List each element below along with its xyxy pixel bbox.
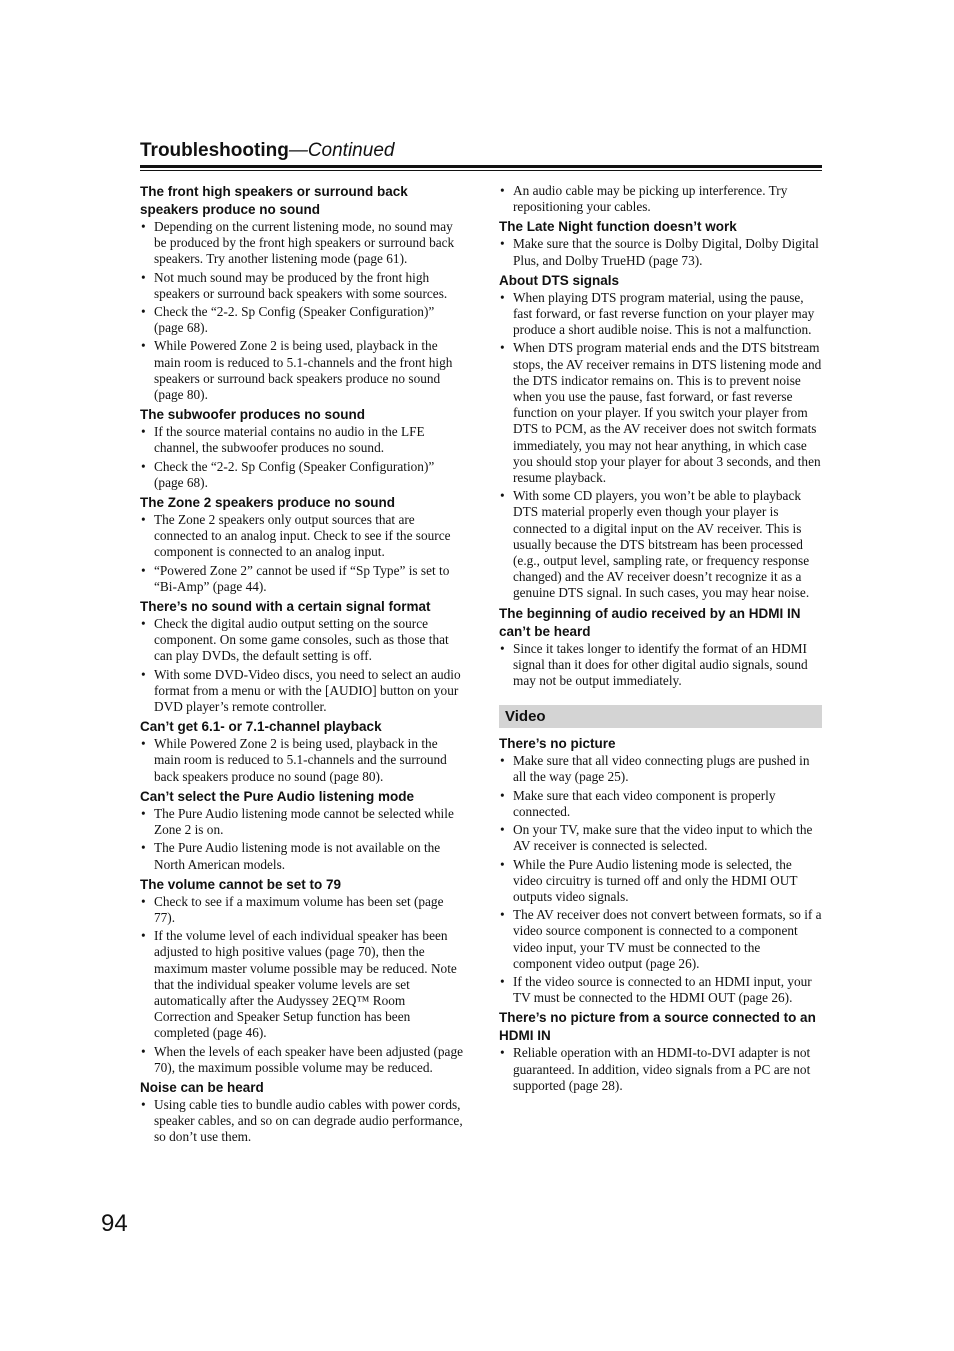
bullet-item: • While Powered Zone 2 is being used, playback in the main room is reduced to 5.1-channels and the front high speakers or surround back speakers produce no sound (page 80). xyxy=(140,338,465,403)
bullet-item: • Make sure that all video connecting plugs are pushed in all the way (page 25). xyxy=(499,753,822,785)
bullet-item: • With some DVD-Video discs, you need to select an audio format from a menu or with the [AUDIO] button on your DVD player’s remote controller. xyxy=(140,667,465,716)
troubleshooting-topic xyxy=(499,183,822,215)
right-column xyxy=(499,183,822,1097)
header-subtitle: —Continued xyxy=(288,140,395,161)
right-column-audio xyxy=(499,183,822,689)
troubleshooting-topic xyxy=(140,406,465,491)
topic-heading: About DTS signals xyxy=(499,272,620,288)
troubleshooting-topic xyxy=(499,272,822,602)
bullet-list xyxy=(499,641,822,690)
troubleshooting-topic xyxy=(499,1009,822,1094)
bullet-item: • Since it takes longer to identify the format of an HDMI signal than it does for other digital audio signals, sound may not be output immediately. xyxy=(499,641,822,690)
bullet-list xyxy=(140,616,465,715)
topic-heading: The Late Night function doesn’t work xyxy=(499,219,737,235)
video-section-header xyxy=(499,705,822,728)
topic-heading: The Zone 2 speakers produce no sound xyxy=(140,495,396,511)
bullet-list xyxy=(499,236,822,268)
bullet-item: • The Pure Audio listening mode is not available on the North American models. xyxy=(140,840,465,872)
bullet-list xyxy=(140,736,465,785)
bullet-item: • The Pure Audio listening mode cannot be selected while Zone 2 is on. xyxy=(140,806,465,838)
bullet-item: • When the levels of each speaker have been adjusted (page 70), the maximum possible volume may be reduced. xyxy=(140,1044,465,1076)
bullet-item: • If the source material contains no audio in the LFE channel, the subwoofer produces no sound. xyxy=(140,424,465,456)
bullet-item: • When playing DTS program material, using the pause, fast forward, or fast reverse function on your player may produce a short audible noise. This is not a malfunction. xyxy=(499,290,822,339)
header-title: Troubleshooting xyxy=(140,140,289,161)
bullet-list xyxy=(499,1045,822,1094)
video-section xyxy=(499,735,822,1094)
bullet-item: • If the volume level of each individual speaker has been adjusted to high positive values (page 70), then the maximum master volume possible may be reduced. Note that the individual speaker volume levels are set automatically after the Audyssey 2EQ™ Room Correction and Speaker Setup function has been completed (page 46). xyxy=(140,928,465,1041)
topic-heading: There’s no sound with a certain signal format xyxy=(140,599,431,615)
bullet-list xyxy=(140,1097,465,1146)
troubleshooting-topic xyxy=(499,218,822,268)
troubleshooting-topic xyxy=(499,605,822,690)
bullet-list xyxy=(140,424,465,491)
bullet-list xyxy=(140,806,465,873)
bullet-item: • “Powered Zone 2” cannot be used if “Sp Type” is set to “Bi-Amp” (page 44). xyxy=(140,563,465,595)
left-column xyxy=(140,183,465,1149)
topic-heading: There’s no picture from a source connected to an HDMI IN xyxy=(499,1010,816,1044)
troubleshooting-topic xyxy=(140,876,465,1076)
bullet-item: • While Powered Zone 2 is being used, playback in the main room is reduced to 5.1-channels and the surround back speakers produce no sound (page 80). xyxy=(140,736,465,785)
bullet-item: • On your TV, make sure that the video input to which the AV receiver is connected is selected. xyxy=(499,822,822,854)
troubleshooting-topic xyxy=(140,183,465,403)
topic-heading: Can’t select the Pure Audio listening mode xyxy=(140,788,415,804)
header-rule-thin xyxy=(140,170,822,171)
troubleshooting-topic xyxy=(499,735,822,1006)
bullet-item: • Depending on the current listening mode, no sound may be produced by the front high speakers or surround back speakers. Try another listening mode (page 61). xyxy=(140,219,465,268)
bullet-item: • Not much sound may be produced by the front high speakers or surround back speakers with some sources. xyxy=(140,270,465,302)
topic-heading: There’s no picture xyxy=(499,736,616,752)
bullet-item: • Using cable ties to bundle audio cables with power cords, speaker cables, and so on can degrade audio performance, so don’t use them. xyxy=(140,1097,465,1146)
topic-heading: The subwoofer produces no sound xyxy=(140,407,366,423)
bullet-item: • When DTS program material ends and the DTS bitstream stops, the AV receiver remains in DTS listening mode and the DTS indicator remains on. This is to prevent noise when you use the pause, fast forward, or fast reverse function on your player. If you switch your player from DTS to PCM, as the AV receiver does not switch formats immediately, you may not hear anything, in which case you should stop your player for about 3 seconds, and then resume playback. xyxy=(499,340,822,486)
troubleshooting-topic xyxy=(140,788,465,873)
bullet-item: • If the video source is connected to an HDMI input, your TV must be connected to the HDMI OUT (page 26). xyxy=(499,974,822,1006)
bullet-list xyxy=(499,183,822,215)
topic-heading: Can’t get 6.1- or 7.1-channel playback xyxy=(140,719,382,735)
troubleshooting-topic xyxy=(140,494,465,595)
topic-heading: The volume cannot be set to 79 xyxy=(140,876,342,892)
page-header xyxy=(140,140,822,162)
page-number: 94 xyxy=(101,1210,128,1237)
bullet-list xyxy=(499,290,822,602)
video-section-title: Video xyxy=(505,708,546,726)
bullet-item: • Check the digital audio output setting on the source component. On some game consoles, such as those that can play DVDs, the default setting is off. xyxy=(140,616,465,665)
bullet-list xyxy=(140,894,465,1076)
bullet-list xyxy=(140,219,465,403)
bullet-item: • With some CD players, you won’t be able to playback DTS material properly even though your player is connected to a digital input on the AV receiver. This is usually because the DTS bitstream has been processed (e.g., output level, sampling rate, or frequency response changed) and the AV receiver doesn’t recognize it as a genuine DTS signal. In such cases, you may hear noise. xyxy=(499,488,822,601)
troubleshooting-topic xyxy=(140,598,465,715)
bullet-item: • Check the “2-2. Sp Config (Speaker Configuration)” (page 68). xyxy=(140,304,465,336)
header-rule-thick xyxy=(140,165,822,168)
troubleshooting-topic xyxy=(140,718,465,785)
bullet-item: • The Zone 2 speakers only output sources that are connected to an analog input. Check to see if the source component is connected to an analog input. xyxy=(140,512,465,561)
bullet-item: • Make sure that each video component is properly connected. xyxy=(499,788,822,820)
bullet-item: • While the Pure Audio listening mode is selected, the video circuitry is turned off and only the HDMI OUT outputs video signals. xyxy=(499,857,822,906)
bullet-item: • The AV receiver does not convert between formats, so if a video source component is connected to a component video input, your TV must be connected to the component video output (page 26). xyxy=(499,907,822,972)
bullet-list xyxy=(140,512,465,595)
bullet-list xyxy=(499,753,822,1006)
bullet-item: • Reliable operation with an HDMI-to-DVI adapter is not guaranteed. In addition, video signals from a PC are not supported (page 28). xyxy=(499,1045,822,1094)
topic-heading: The front high speakers or surround back speakers produce no sound xyxy=(140,184,408,217)
bullet-item: • Check the “2-2. Sp Config (Speaker Configuration)” (page 68). xyxy=(140,459,465,491)
bullet-item: • Check to see if a maximum volume has been set (page 77). xyxy=(140,894,465,926)
bullet-item: • Make sure that the source is Dolby Digital, Dolby Digital Plus, and Dolby TrueHD (page 73). xyxy=(499,236,822,268)
bullet-item: • An audio cable may be picking up interference. Try repositioning your cables. xyxy=(499,183,822,215)
topic-heading: The beginning of audio received by an HDMI IN can’t be heard xyxy=(499,605,801,639)
topic-heading: Noise can be heard xyxy=(140,1079,264,1095)
troubleshooting-topic xyxy=(140,1079,465,1146)
